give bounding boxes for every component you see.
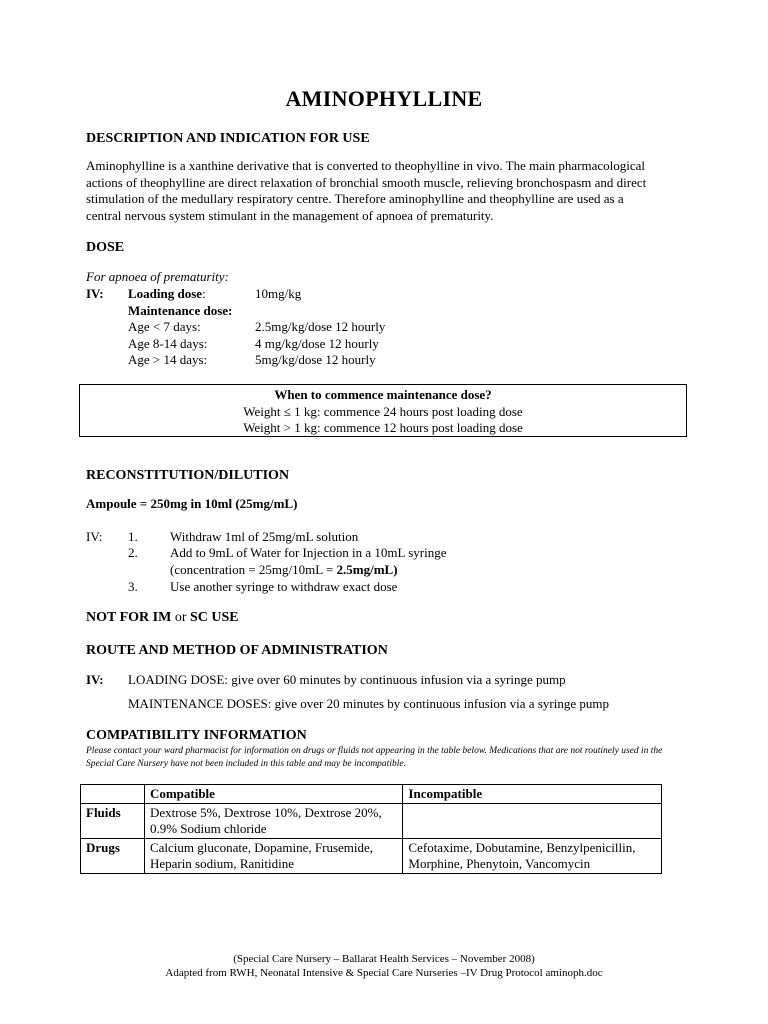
page-title: AMINOPHYLLINE bbox=[285, 86, 483, 111]
maintenance-timing-line: Weight ≤ 1 kg: commence 24 hours post loading dose bbox=[243, 403, 523, 419]
not-for-im-sc-warning: NOT FOR IM or SC USE bbox=[86, 610, 239, 625]
dose-age-value: 4 mg/kg/dose 12 hourly bbox=[255, 336, 379, 351]
table-row bbox=[81, 804, 662, 839]
step-number: 3. bbox=[128, 579, 138, 594]
step-text: Withdraw 1ml of 25mg/mL solution bbox=[170, 529, 359, 544]
description-line: Aminophylline is a xanthine derivative that is converted to theophylline in vivo. The main pharmacological bbox=[86, 158, 645, 173]
maintenance-timing-line: Weight > 1 kg: commence 12 hours post loading dose bbox=[243, 420, 523, 435]
dose-age-label: Age 8-14 days: bbox=[128, 336, 208, 351]
dose-age-label: Age > 14 days: bbox=[128, 352, 208, 367]
loading-dose-value: 10mg/kg bbox=[255, 286, 302, 301]
footer-line: (Special Care Nursery – Ballarat Health Services – November 2008) bbox=[233, 953, 535, 965]
table-header-row bbox=[81, 785, 662, 804]
footer-line: Adapted from RWH, Neonatal Intensive & Special Care Nurseries –IV Drug Protocol aminoph.doc bbox=[165, 967, 603, 979]
dose-age-value: 2.5mg/kg/dose 12 hourly bbox=[255, 319, 386, 334]
maintenance-timing-title: When to commence maintenance dose? bbox=[274, 387, 492, 402]
dose-age-value: 5mg/kg/dose 12 hourly bbox=[255, 352, 376, 367]
dose-indication: For apnoea of prematurity: bbox=[86, 269, 229, 284]
table-row bbox=[81, 839, 662, 874]
description-line: actions of theophylline are direct relaxation of bronchial smooth muscle, relieving bronchospasm and direct bbox=[86, 174, 647, 190]
column-header-compatible: Compatible bbox=[144, 785, 402, 804]
description-heading: DESCRIPTION AND INDICATION FOR USE bbox=[86, 131, 370, 146]
row-label: Drugs bbox=[81, 839, 145, 874]
description-paragraph bbox=[86, 158, 646, 224]
dose-heading: DOSE bbox=[86, 240, 125, 255]
compatibility-table bbox=[80, 784, 662, 874]
ampoule-strength: Ampoule = 250mg in 10ml (25mg/mL) bbox=[86, 496, 298, 511]
description-line: central nervous system stimulant in the management of apnoea of prematurity. bbox=[86, 207, 494, 223]
reconstitution-route: IV: bbox=[86, 529, 103, 544]
incompatible-cell: Cefotaxime, Dobutamine, Benzylpenicillin, Morphine, Phenytoin, Vancomycin bbox=[403, 839, 662, 874]
compatible-cell: Calcium gluconate, Dopamine, Frusemide, Heparin sodium, Ranitidine bbox=[144, 839, 402, 874]
route-method-route: IV: bbox=[86, 672, 104, 687]
maintenance-timing-box bbox=[79, 384, 687, 437]
concentration-note: (concentration = 25mg/10mL = 2.5mg/mL) bbox=[170, 562, 398, 577]
step-number: 1. bbox=[128, 529, 138, 544]
dose-age-label: Age < 7 days: bbox=[128, 319, 201, 334]
table-corner-cell bbox=[81, 785, 145, 804]
maintenance-dose-admin: MAINTENANCE DOSES: give over 20 minutes by continuous infusion via a syringe pump bbox=[128, 696, 609, 711]
row-label: Fluids bbox=[81, 804, 145, 839]
step-number: 2. bbox=[128, 545, 138, 560]
compatibility-note: Please contact your ward pharmacist for information on drugs or fluids not appearing in the table below. Medications that are not routinely used in the Special Care Nursery have not been included in this table and may be incompatible. bbox=[86, 746, 663, 769]
compatibility-heading: COMPATIBILITY INFORMATION bbox=[86, 728, 307, 743]
maintenance-dose-label: Maintenance dose: bbox=[128, 303, 233, 318]
step-text: Add to 9mL of Water for Injection in a 10mL syringe bbox=[170, 545, 447, 560]
description-line: stimulation of the medullary respiratory centre. Therefore aminophylline and theophylline are used as a bbox=[86, 191, 624, 206]
footer bbox=[0, 952, 768, 980]
route-method-heading: ROUTE AND METHOD OF ADMINISTRATION bbox=[86, 643, 388, 658]
dose-route: IV: bbox=[86, 286, 104, 301]
column-header-incompatible: Incompatible bbox=[403, 785, 662, 804]
step-text: Use another syringe to withdraw exact dose bbox=[170, 579, 398, 594]
compatible-cell: Dextrose 5%, Dextrose 10%, Dextrose 20%, 0.9% Sodium chloride bbox=[144, 804, 402, 839]
loading-dose-label: Loading dose: bbox=[128, 286, 206, 301]
reconstitution-heading: RECONSTITUTION/DILUTION bbox=[86, 468, 290, 483]
incompatible-cell bbox=[403, 804, 662, 839]
loading-dose-admin: LOADING DOSE: give over 60 minutes by continuous infusion via a syringe pump bbox=[128, 672, 566, 687]
